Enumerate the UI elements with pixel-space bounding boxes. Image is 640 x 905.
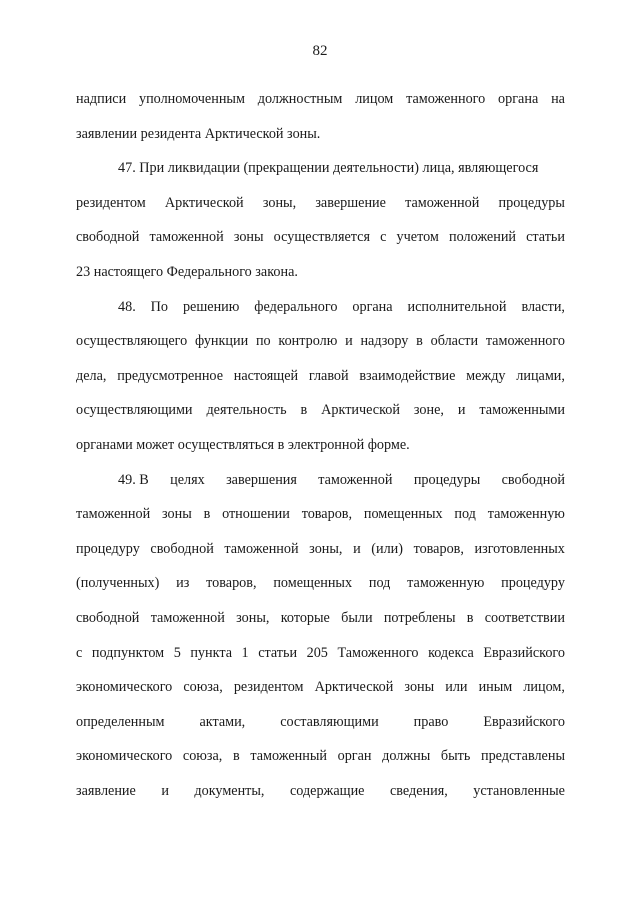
word: целях	[170, 471, 205, 488]
word: из	[176, 575, 190, 592]
word: представлены	[480, 748, 565, 765]
word: и	[345, 333, 353, 350]
word: изготовленных	[474, 540, 565, 557]
text-line	[76, 532, 565, 567]
word: лицами,	[516, 367, 565, 384]
word: завершение	[315, 194, 386, 211]
word: таможенной	[149, 229, 224, 246]
word: органами может осуществляться в электронной форме.	[76, 436, 410, 453]
text-line	[76, 670, 565, 705]
word: свободной	[501, 471, 565, 488]
word: потреблены	[383, 609, 456, 626]
word: Арктической	[321, 402, 400, 419]
text-line	[76, 739, 565, 774]
word: власти,	[521, 298, 565, 315]
word: содержащие	[289, 782, 365, 799]
word: статьи	[258, 644, 298, 661]
word: актами,	[199, 713, 246, 730]
word: органа	[498, 91, 539, 107]
word: таможенной	[405, 194, 480, 211]
word: По	[150, 298, 169, 315]
word: резидентом	[76, 194, 146, 211]
word: иным	[478, 679, 513, 696]
word: таможенного	[406, 91, 486, 107]
word: осуществляется	[273, 229, 371, 246]
word: зоны,	[309, 540, 343, 557]
word: федерального	[254, 298, 338, 315]
word: и	[161, 782, 169, 799]
word: помещенных	[273, 575, 353, 592]
word: союза,	[182, 748, 223, 765]
word: кодекса	[428, 644, 474, 661]
text-line	[76, 117, 565, 152]
word: в	[203, 506, 211, 523]
word: экономического	[76, 748, 173, 765]
word: Евразийского	[483, 713, 565, 730]
word: быть	[440, 748, 471, 765]
word: зоны,	[262, 194, 297, 211]
word: таможенную	[487, 506, 565, 523]
word: 48.	[118, 298, 136, 315]
word: помещенных	[363, 506, 443, 523]
word: таможенной	[76, 506, 151, 523]
word: исполнительной	[407, 298, 507, 315]
word: Арктической	[314, 679, 394, 696]
word: резидентом	[233, 679, 304, 696]
word: по	[255, 333, 271, 350]
word: деятельность	[206, 402, 287, 419]
word: подпунктом	[91, 644, 165, 661]
word: Евразийского	[483, 644, 565, 661]
word: составляющими	[280, 713, 379, 730]
word: дела,	[76, 367, 107, 384]
text-line	[76, 151, 565, 186]
word: зоны	[233, 229, 264, 246]
word: главой	[308, 367, 349, 384]
word: настоящей	[233, 367, 299, 384]
word: процедуры	[498, 194, 565, 211]
word: надписи	[76, 91, 127, 107]
word: 205	[306, 644, 328, 661]
word: между	[466, 367, 506, 384]
text-line	[76, 705, 565, 740]
word: осуществляющими	[76, 402, 193, 419]
word: Таможенного	[337, 644, 419, 661]
text-line	[76, 290, 565, 325]
word: были	[341, 609, 373, 626]
word: должны	[382, 748, 431, 765]
text-line	[76, 566, 565, 601]
word: свободной	[76, 609, 140, 626]
word: таможенную	[407, 575, 485, 592]
text-line	[76, 393, 565, 428]
word: пункта	[190, 644, 232, 661]
word: таможенной	[224, 540, 299, 557]
text-line	[76, 601, 565, 636]
word: решению	[182, 298, 240, 315]
word: лицом	[355, 91, 394, 107]
word: в	[232, 748, 240, 765]
word: под	[454, 506, 476, 523]
word: уполномоченным	[139, 91, 245, 107]
word: предусмотренное	[117, 367, 223, 384]
paragraph-p-continued	[76, 82, 565, 151]
word: взаимодействие	[359, 367, 456, 384]
word: процедуры	[413, 471, 481, 488]
word: отношении	[222, 506, 290, 523]
word: установленные	[473, 782, 565, 799]
word: Арктической	[164, 194, 244, 211]
word: сведения,	[389, 782, 448, 799]
word: осуществляющего	[76, 333, 188, 350]
paragraph-p-47	[76, 151, 565, 289]
word: процедуру	[76, 540, 140, 557]
word: 5	[173, 644, 181, 661]
word: с	[76, 644, 83, 661]
document-body	[76, 82, 565, 808]
word: зоны,	[236, 609, 270, 626]
word: таможенной	[318, 471, 393, 488]
word: заявление	[76, 782, 136, 799]
word: заявлении резидента Арктической зоны.	[76, 125, 321, 142]
word: на	[551, 91, 565, 107]
word: таможенный	[250, 748, 327, 765]
word: 47. При ликвидации (прекращении деятельности) лица, являющегося	[118, 160, 539, 177]
word: завершения	[226, 471, 297, 488]
word: (или)	[371, 540, 403, 557]
word: зоны	[404, 679, 435, 696]
word: статьи	[526, 229, 565, 246]
word: 23 настоящего Федерального закона.	[76, 263, 298, 280]
text-line	[76, 428, 565, 463]
paragraph-p-49	[76, 463, 565, 809]
page-number: 82	[312, 43, 328, 59]
word: органа	[352, 298, 393, 315]
word: процедуру	[501, 575, 565, 592]
text-line	[76, 324, 565, 359]
text-line	[76, 636, 565, 671]
word: свободной	[76, 229, 140, 246]
word: товаров,	[206, 575, 257, 592]
word: документы,	[194, 782, 265, 799]
text-line	[76, 82, 565, 117]
word: области	[430, 333, 479, 350]
word: контролю	[278, 333, 338, 350]
text-line	[76, 774, 565, 809]
word: с	[380, 229, 387, 246]
word: функции	[195, 333, 249, 350]
word: определенным	[76, 713, 165, 730]
word: зоны	[162, 506, 192, 523]
word: надзору	[360, 333, 409, 350]
word: таможенной	[150, 609, 225, 626]
word: свободной	[150, 540, 214, 557]
word: под	[368, 575, 391, 592]
word: в	[466, 609, 474, 626]
text-line	[76, 497, 565, 532]
word: которые	[280, 609, 330, 626]
text-line	[76, 463, 565, 498]
word: 1	[241, 644, 249, 661]
word: соответствии	[484, 609, 565, 626]
word: таможенного	[485, 333, 565, 350]
word: зоне,	[413, 402, 444, 419]
word: и	[353, 540, 361, 557]
word: 49. В	[118, 471, 149, 488]
word: право	[413, 713, 449, 730]
paragraph-p-48	[76, 290, 565, 463]
word: таможенными	[479, 402, 565, 419]
text-line	[76, 359, 565, 394]
word: товаров,	[413, 540, 464, 557]
word: учетом	[396, 229, 439, 246]
word: в	[300, 402, 308, 419]
text-line	[76, 220, 565, 255]
word: в	[416, 333, 423, 350]
word: экономического	[76, 679, 173, 696]
word: орган	[337, 748, 372, 765]
word: и	[457, 402, 466, 419]
word: (полученных)	[76, 575, 160, 592]
word: или	[445, 679, 468, 696]
word: лицом,	[523, 679, 565, 696]
word: положений	[449, 229, 517, 246]
word: товаров,	[301, 506, 353, 523]
text-line	[76, 255, 565, 290]
text-line	[76, 186, 565, 221]
word: союза,	[183, 679, 223, 696]
word: должностным	[257, 91, 343, 107]
